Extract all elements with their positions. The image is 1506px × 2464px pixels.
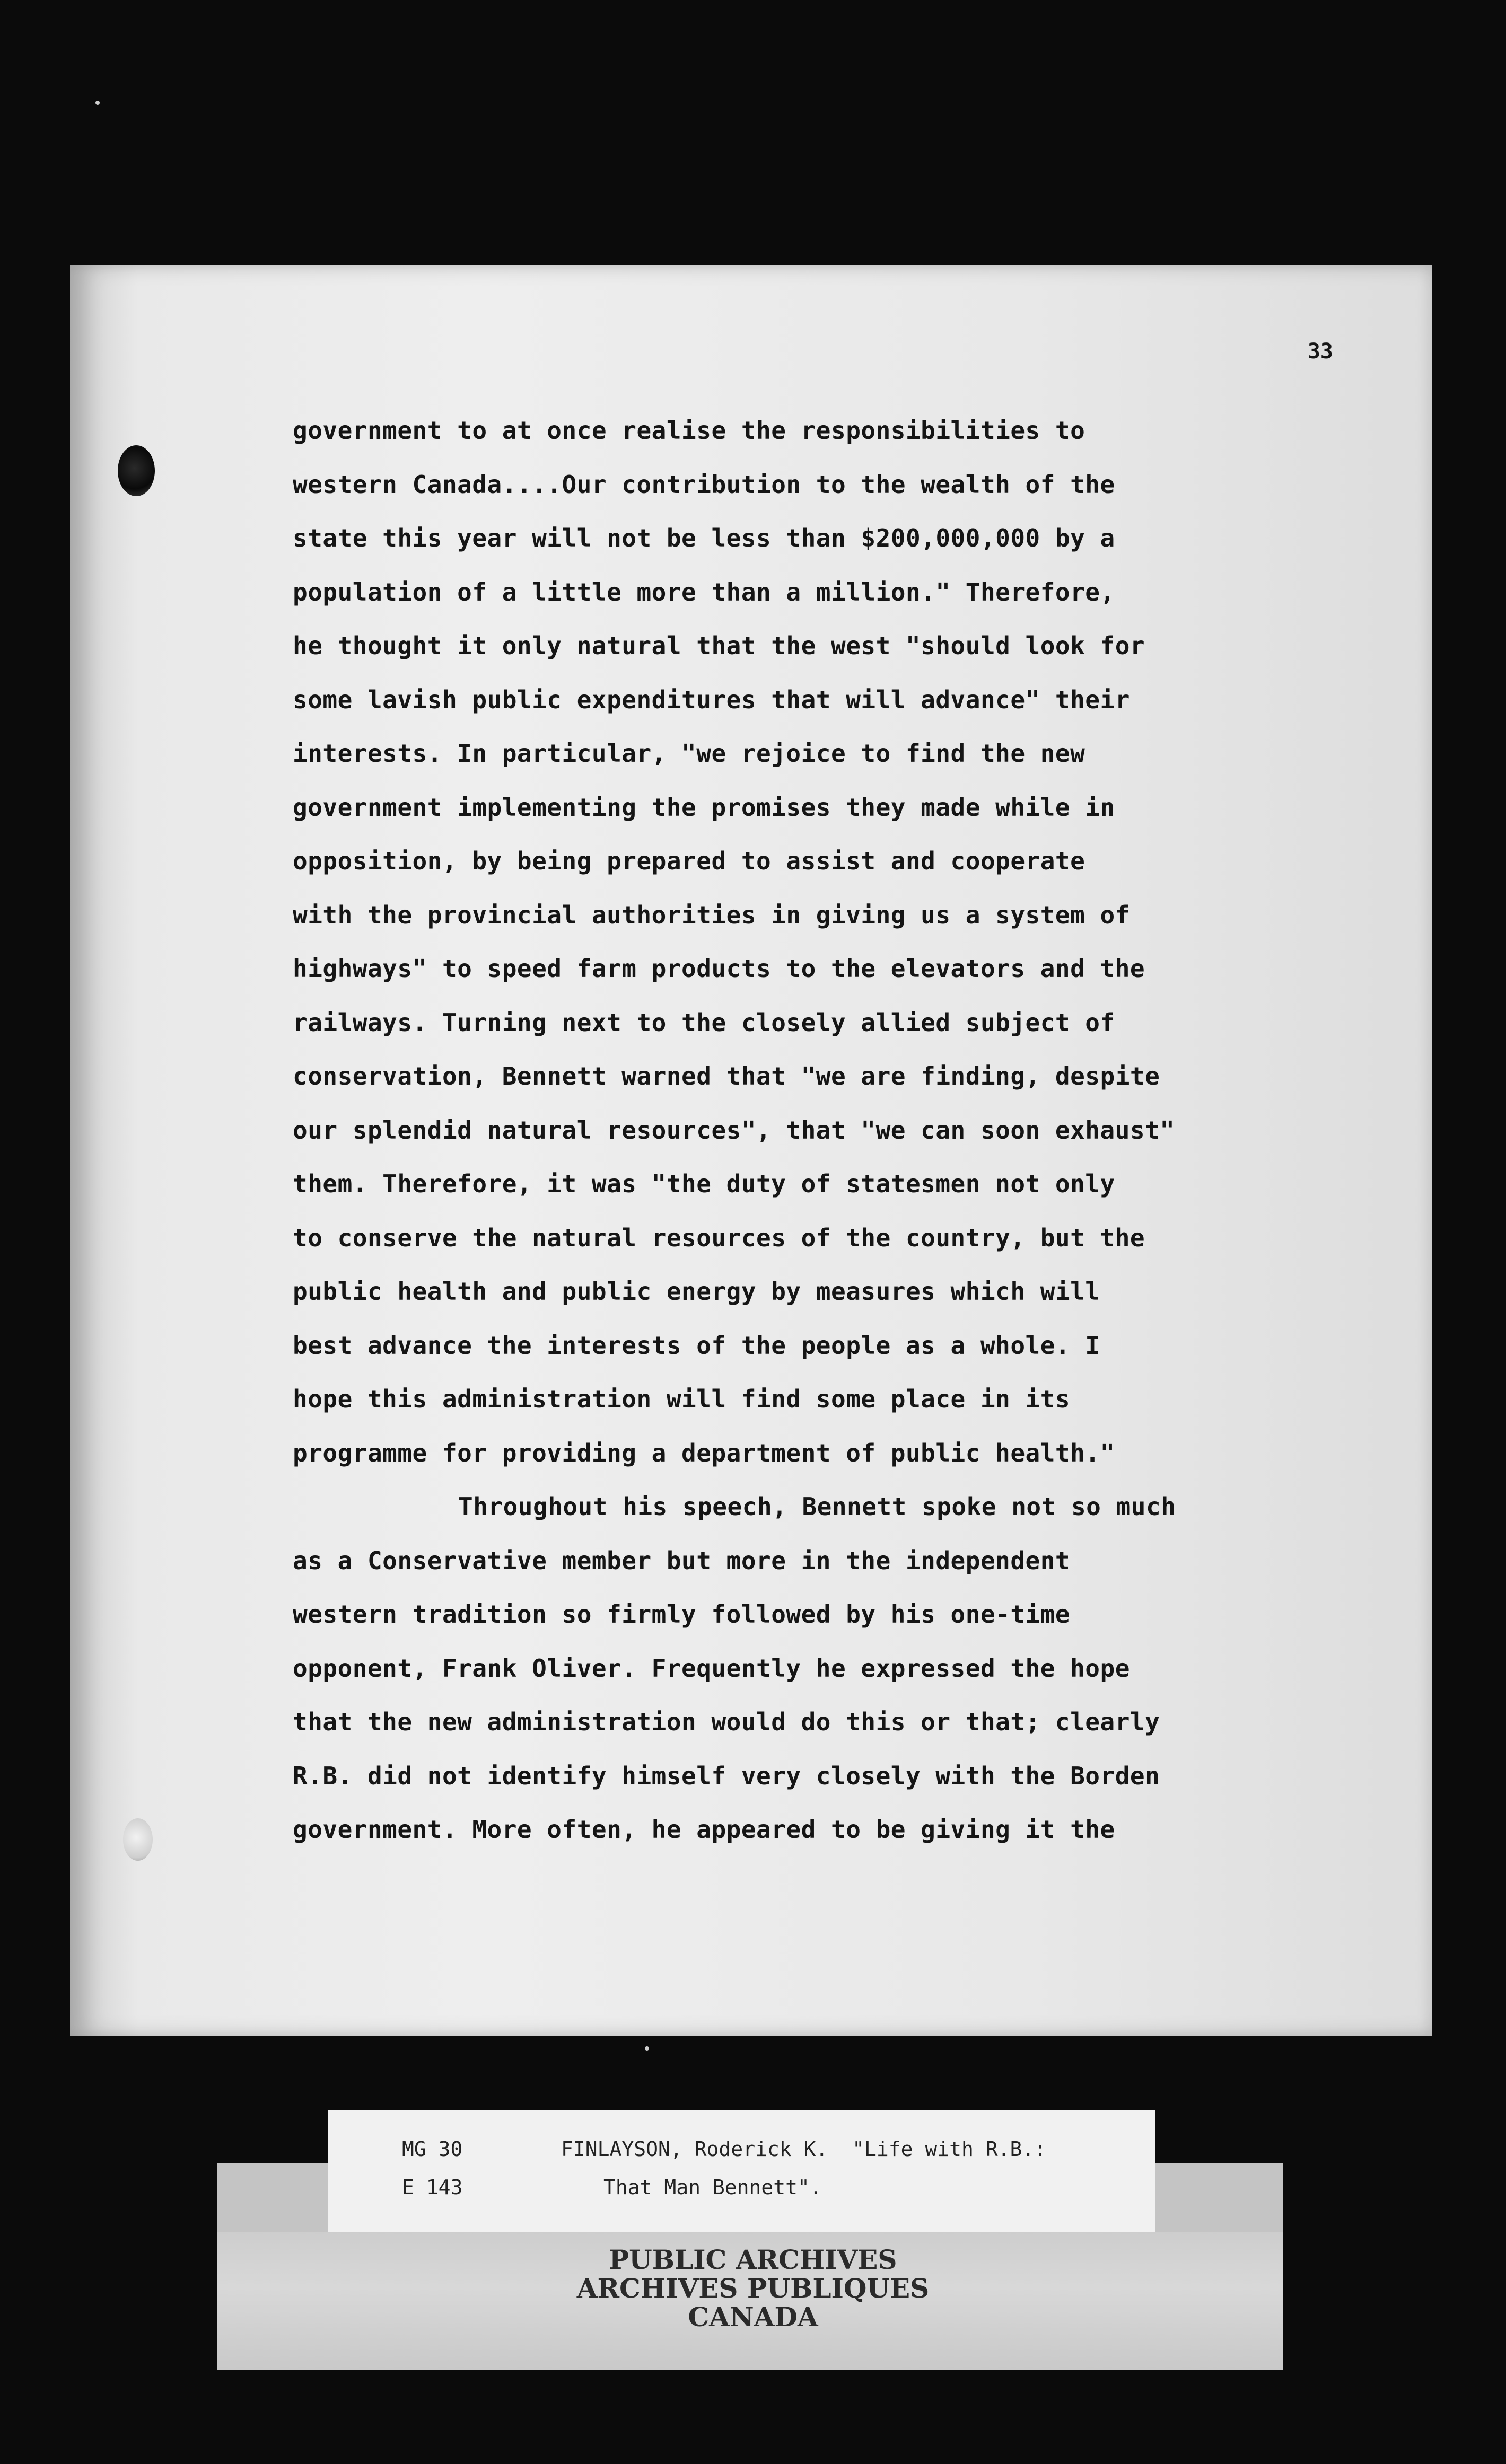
call-number-line: MG 30: [402, 2137, 463, 2161]
catalogue-label: [328, 2110, 1155, 2232]
text-line: government. More often, he appeared to be giving it the: [293, 1815, 1115, 1844]
text-line: population of a little more than a million." Therefore,: [293, 577, 1115, 606]
film-speck: [645, 2046, 649, 2051]
text-line: western tradition so firmly followed by his one-time: [293, 1600, 1071, 1629]
archives-stamp: [0, 2246, 1506, 2331]
text-line: with the provincial authorities in giving us a system of: [293, 900, 1130, 929]
text-line: he thought it only natural that the west "should look for: [293, 631, 1145, 660]
text-line: as a Conservative member but more in the independent: [293, 1546, 1071, 1575]
stamp-backing-left: [217, 2163, 329, 2237]
text-line: opponent, Frank Oliver. Frequently he expressed the hope: [293, 1653, 1130, 1683]
text-line: railways. Turning next to the closely allied subject of: [293, 1008, 1115, 1037]
collection-title: [561, 2130, 1046, 2206]
text-line: interests. In particular, "we rejoice to find the new: [293, 739, 1085, 768]
text-line: R.B. did not identify himself very closely with the Borden: [293, 1761, 1160, 1790]
document-page: [70, 265, 1432, 2036]
text-line: highways" to speed farm products to the elevators and the: [293, 954, 1145, 983]
typewritten-body: [293, 404, 1380, 1857]
text-line: hope this administration will find some place in its: [293, 1385, 1071, 1413]
text-line: to conserve the natural resources of the country, but the: [293, 1223, 1145, 1252]
text-line: conservation, Bennett warned that "we are finding, despite: [293, 1062, 1160, 1090]
page-number: 33: [1307, 339, 1333, 364]
text-line: state this year will not be less than $200,000,000 by a: [293, 524, 1115, 552]
binder-hole-top: [118, 445, 155, 496]
call-number-line: E 143: [402, 2176, 463, 2199]
text-line: them. Therefore, it was "the duty of statesmen not only: [293, 1169, 1115, 1198]
text-line: some lavish public expenditures that will advance" their: [293, 685, 1130, 714]
text-line: government implementing the promises they made while in: [293, 793, 1115, 822]
collection-title-line: That Man Bennett".: [603, 2176, 822, 2199]
stamp-line: CANADA: [688, 2301, 818, 2333]
binder-hole-bottom: [123, 1818, 153, 1861]
film-speck: [95, 101, 100, 105]
text-line: that the new administration would do this or that; clearly: [293, 1708, 1160, 1736]
text-line: best advance the interests of the people as a whole. I: [293, 1331, 1100, 1360]
text-line: public health and public energy by measures which will: [293, 1277, 1100, 1306]
stamp-line: PUBLIC ARCHIVES: [609, 2244, 897, 2275]
paragraph-start-line: Throughout his speech, Bennett spoke not so much: [458, 1492, 1176, 1521]
text-line: government to at once realise the responsibilities to: [293, 416, 1085, 445]
stamp-backing-right: [1155, 2163, 1283, 2237]
text-line: our splendid natural resources", that "we can soon exhaust": [293, 1115, 1175, 1145]
text-line: programme for providing a department of public health.": [293, 1438, 1115, 1467]
stamp-line: ARCHIVES PUBLIQUES: [576, 2273, 930, 2304]
text-line: opposition, by being prepared to assist and cooperate: [293, 847, 1085, 875]
collection-title-line: FINLAYSON, Roderick K. "Life with R.B.:: [561, 2137, 1047, 2161]
call-number: [402, 2130, 462, 2206]
text-line: western Canada....Our contribution to the wealth of the: [293, 470, 1115, 499]
